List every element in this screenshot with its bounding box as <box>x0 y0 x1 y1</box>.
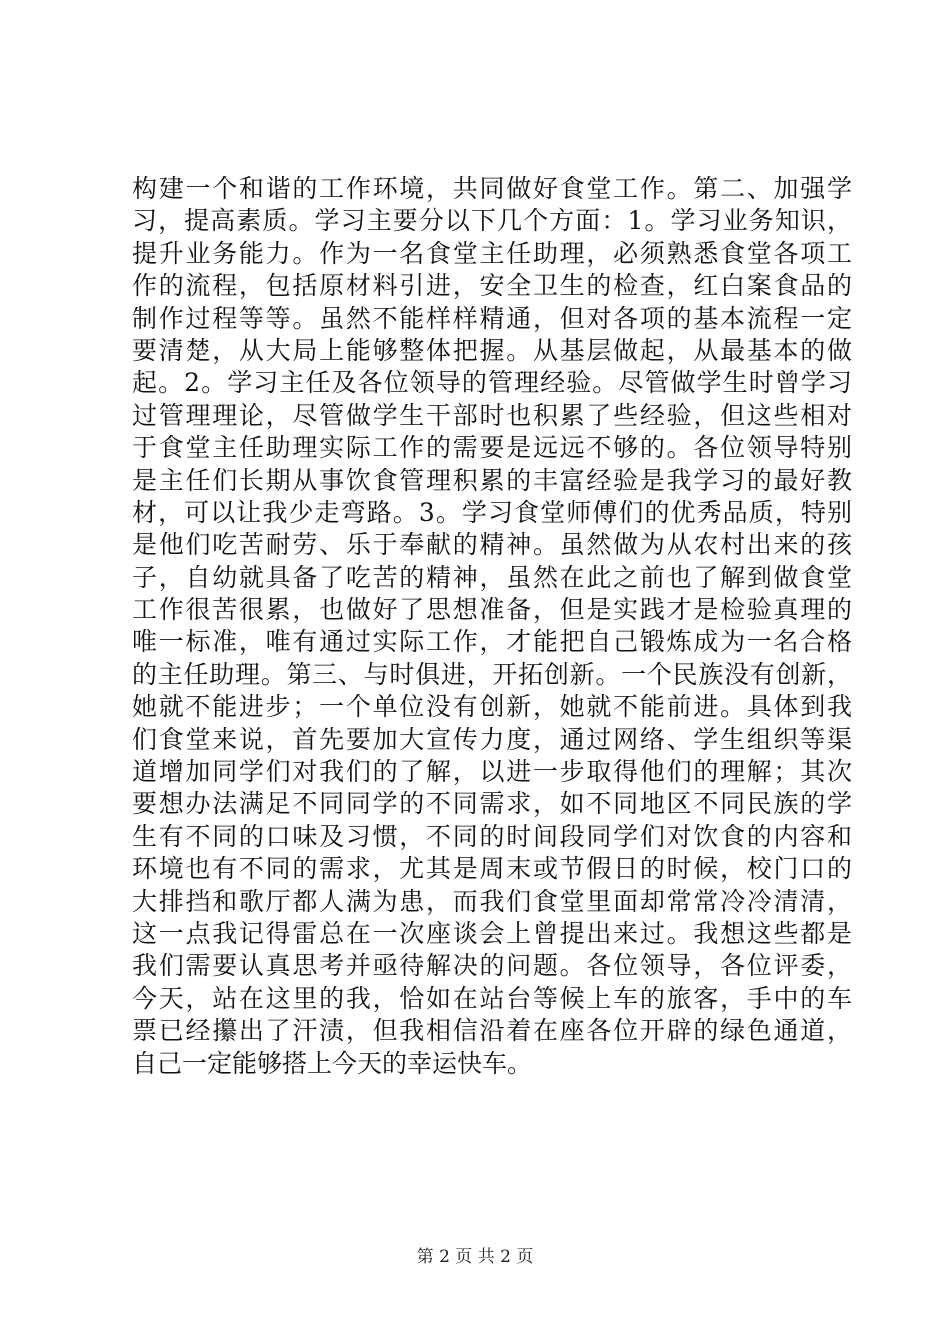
text-line: 的主任助理。第三、与时俱进，开拓创新。一个民族没有创新， <box>132 659 852 689</box>
text-line: 生有不同的口味及习惯，不同的时间段同学们对饮食的内容和 <box>132 821 852 851</box>
text-line: 起。2。学习主任及各位领导的管理经验。尽管做学生时曾学习 <box>132 368 852 398</box>
text-line: 提升业务能力。作为一名食堂主任助理，必须熟悉食堂各项工 <box>132 238 852 268</box>
text-line: 要想办法满足不同同学的不同需求，如不同地区不同民族的学 <box>132 789 852 819</box>
text-line: 过管理理论，尽管做学生干部时也积累了些经验，但这些相对 <box>132 400 852 430</box>
text-line: 自己一定能够搭上今天的幸运快车。 <box>132 1048 533 1078</box>
text-line: 今天，站在这里的我，恰如在站台等候上车的旅客，手中的车 <box>132 983 852 1013</box>
body-paragraph <box>132 173 852 1080</box>
text-line: 我们需要认真思考并亟待解决的问题。各位领导，各位评委， <box>132 951 852 981</box>
text-line: 作的流程，包括原材料引进，安全卫生的检查，红白案食品的 <box>132 271 852 301</box>
text-line: 是他们吃苦耐劳、乐于奉献的精神。虽然做为从农村出来的孩 <box>132 530 852 560</box>
page-number-footer: 第 2 页 共 2 页 <box>416 1247 534 1267</box>
text-line: 大排挡和歌厅都人满为患，而我们食堂里面却常常冷冷清清， <box>132 886 852 916</box>
text-line: 于食堂主任助理实际工作的需要是远远不够的。各位领导特别 <box>132 433 852 463</box>
text-line: 子，自幼就具备了吃苦的精神，虽然在此之前也了解到做食堂 <box>132 562 852 592</box>
text-line: 环境也有不同的需求，尤其是周末或节假日的时候，校门口的 <box>132 854 852 884</box>
text-line: 制作过程等等。虽然不能样样精通，但对各项的基本流程一定 <box>132 303 852 333</box>
text-line: 这一点我记得雷总在一次座谈会上曾提出来过。我想这些都是 <box>132 918 852 948</box>
text-line: 要清楚，从大局上能够整体把握。从基层做起，从最基本的做 <box>132 335 852 365</box>
text-line: 是主任们长期从事饮食管理积累的丰富经验是我学习的最好教 <box>132 465 852 495</box>
text-line: 构建一个和谐的工作环境，共同做好食堂工作。第二、加强学 <box>132 174 852 203</box>
text-line: 工作很苦很累，也做好了思想准备，但是实践才是检验真理的 <box>132 595 852 625</box>
text-line: 们食堂来说，首先要加大宣传力度，通过网络、学生组织等渠 <box>132 724 852 754</box>
text-line: 她就不能进步；一个单位没有创新，她就不能前进。具体到我 <box>132 692 852 722</box>
text-line: 材，可以让我少走弯路。3。学习食堂师傅们的优秀品质，特别 <box>132 497 852 527</box>
text-line: 道增加同学们对我们的了解，以进一步取得他们的理解；其次 <box>132 757 852 787</box>
text-line: 唯一标准，唯有通过实际工作，才能把自己锻炼成为一名合格 <box>132 627 852 657</box>
text-line: 习，提高素质。学习主要分以下几个方面：1。学习业务知识， <box>132 206 852 236</box>
text-line: 票已经攥出了汗渍，但我相信沿着在座各位开辟的绿色通道， <box>132 1016 852 1046</box>
